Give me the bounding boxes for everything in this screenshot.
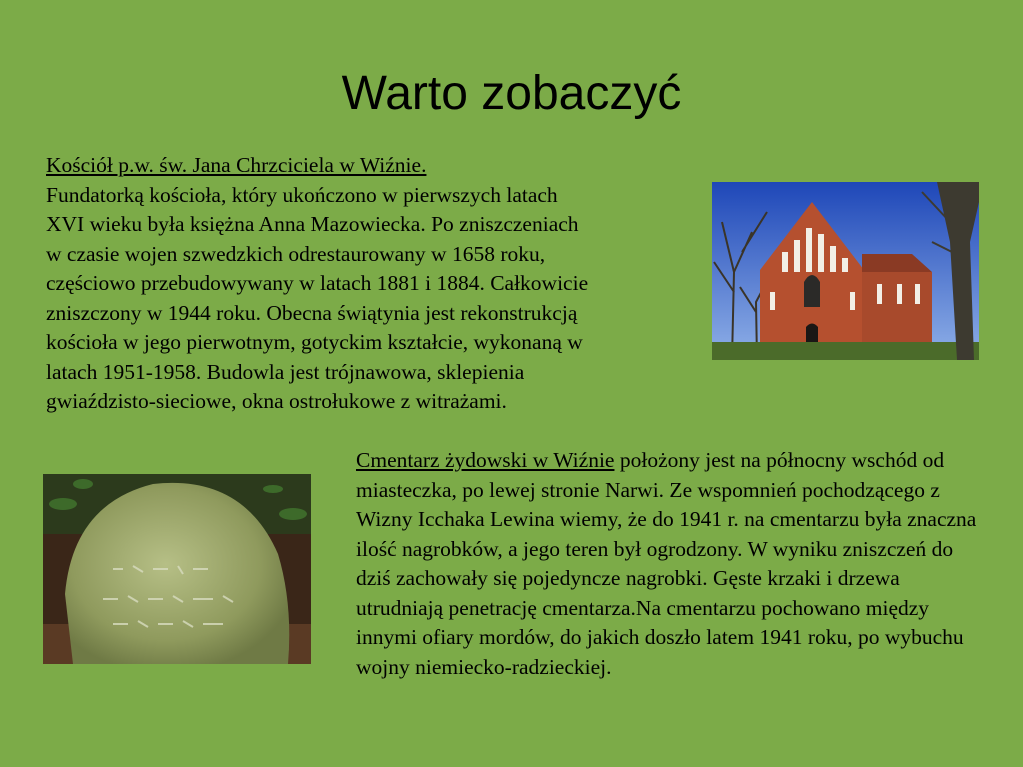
church-text-line: częściowo przebudowywany w latach 1881 i 1884. Całkowicie bbox=[46, 271, 589, 295]
church-heading-link[interactable]: Kościół p.w. św. Jana Chrzciciela w Wiźnie. bbox=[46, 153, 427, 177]
slide-title: Warto zobaczyć bbox=[341, 67, 682, 120]
church-text-line: latach 1951-1958. Budowla jest trójnawowa, sklepienia bbox=[46, 359, 525, 384]
church-text-line: zniszczony w 1944 roku. Obecna świątynia jest rekonstrukcją bbox=[46, 300, 578, 325]
church-text-line: Fundatorką kościoła, który ukończono w pierwszych latach bbox=[46, 182, 558, 207]
church-text-line: gwiaździsto-sieciowe, okna ostrołukowe z witrażami. bbox=[46, 389, 507, 413]
gravestone-photo bbox=[43, 474, 311, 664]
church-text-line: XVI wieku była księżna Anna Mazowiecka. Po zniszczeniach bbox=[46, 212, 579, 236]
church-text-line: w czasie wojen szwedzkich odrestaurowany w 1658 roku, bbox=[46, 241, 546, 266]
church-photo bbox=[712, 182, 979, 360]
cemetery-text: położony jest na północny wschód od miasteczka, po lewej stronie Narwi. Ze wspomnień pochodzącego z Wizny Icchaka Lewina wiemy, że do 1941 r. na cmentarzu była znaczna ilość nagrobków, a jego teren był ogrodzony. W wyniku zniszczeń do dziś zachowały się pojedyncze nagrobki. Gęste krzaki i drzewa utrudniają penetrację cmentarza.Na cmentarzu pochowano między innymi ofiary mordów, do jakich doszło latem 1941 roku, po wybuchu wojny niemiecko-radzieckiej. bbox=[356, 448, 977, 679]
church-description bbox=[46, 151, 706, 417]
church-text-line: kościoła w jego pierwotnym, gotyckim kształcie, wykonaną w bbox=[46, 330, 583, 354]
cemetery-heading-link[interactable]: Cmentarz żydowski w Wiźnie bbox=[356, 448, 615, 472]
cemetery-description bbox=[356, 446, 982, 682]
